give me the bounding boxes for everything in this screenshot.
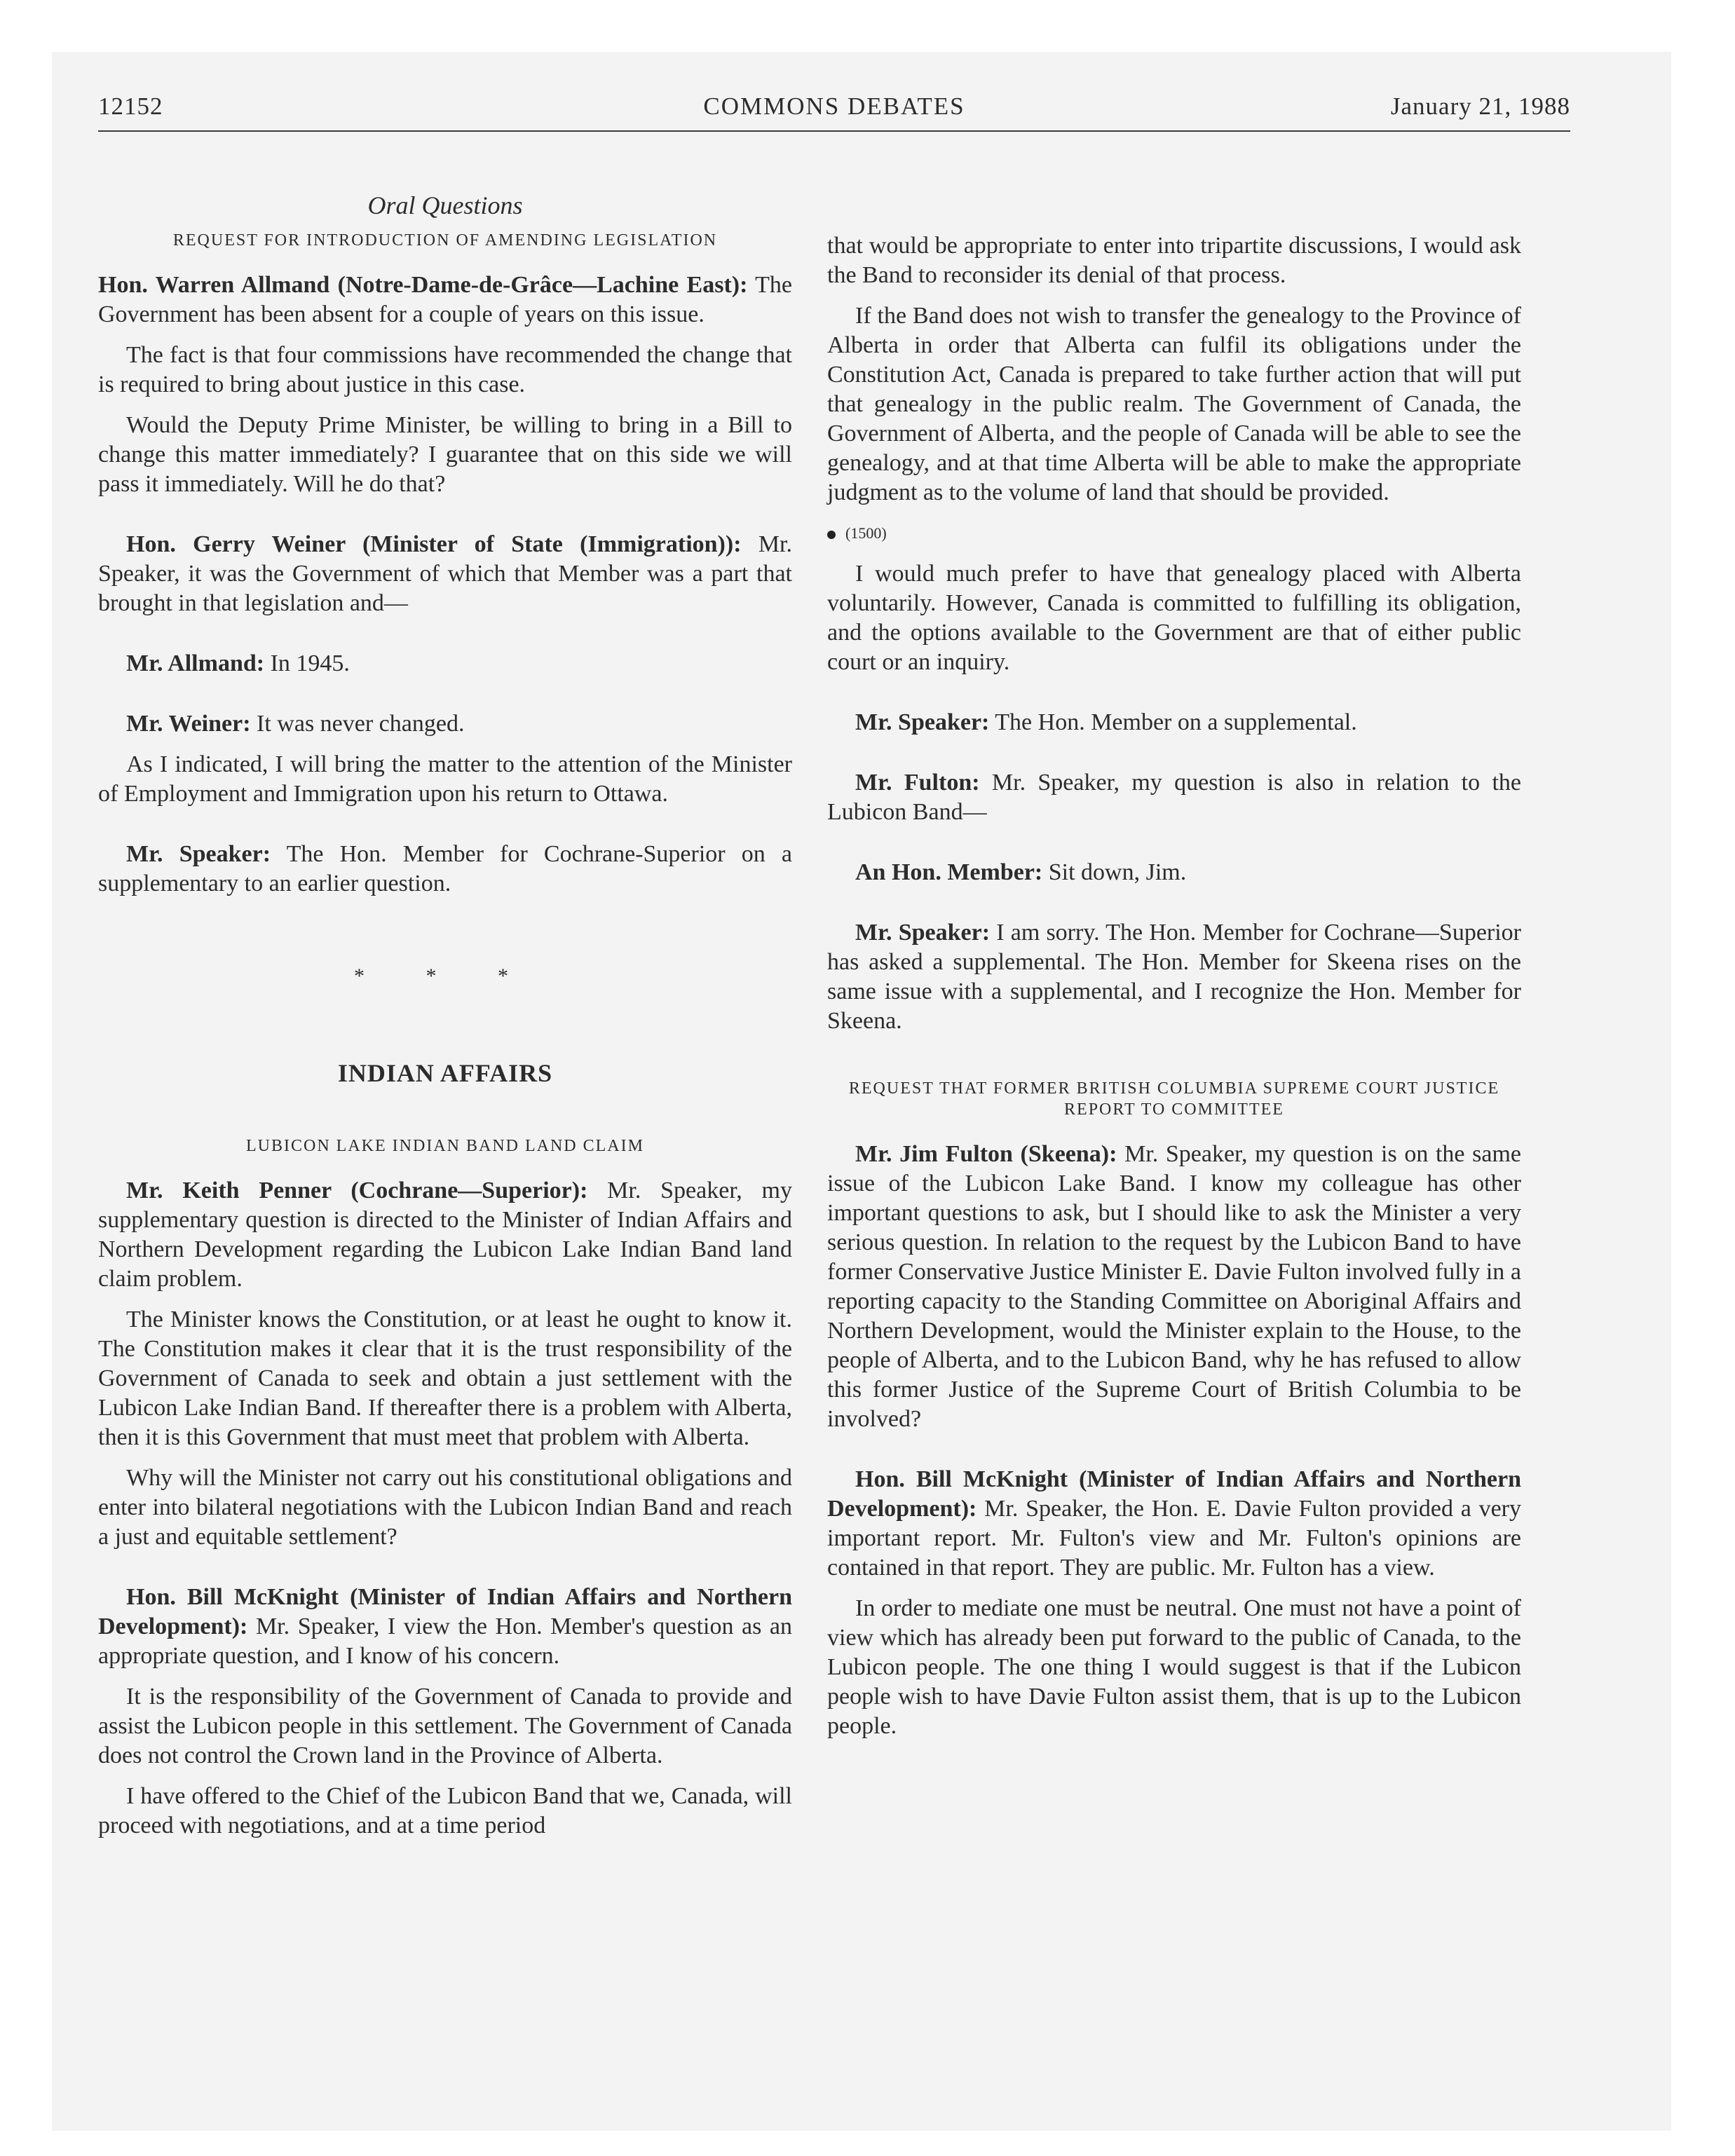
paragraph: The Minister knows the Constitution, or at least he ought to know it. The Constitution makes it clear that it is the trust responsibility of the Government of Canada to seek and obtain a just settlement with the Lubicon Lake Indian Band. If thereafter there is a problem with Alberta, then it is this Government that must meet that problem with Alberta. xyxy=(98,1306,792,1450)
speaker-name: Mr. Allmand: xyxy=(126,650,265,676)
section-separator: * * * xyxy=(354,964,536,988)
speaker-name: Mr. Speaker: xyxy=(126,841,271,867)
speaker-name: Mr. Weiner: xyxy=(126,711,251,737)
paragraph: If the Band does not wish to transfer the genealogy to the Province of Alberta in order that Alberta can fulfil its obligations under the Constitution Act, Canada is prepared to take further action that will put that genealogy in the public realm. The Government of Canada, the Government of Alberta, and the people of Canada will be able to see the genealogy, and at that time Alberta will be able to make the appropriate judgment as to the volume of land that should be provided. xyxy=(827,303,1521,505)
subheading-justice-report: REQUEST THAT FORMER BRITISH COLUMBIA SUPREME COURT JUSTICE REPORT TO COMMITTEE xyxy=(848,1079,1500,1119)
paragraph: Mr. Fulton: Mr. Speaker, my question is also in relation to the Lubicon Band— xyxy=(827,770,1521,825)
paragraph: Mr. Speaker: I am sorry. The Hon. Member for Cochrane—Superior has asked a supplemental. The Hon. Member for Skeena rises on the same issue with a supplemental, and I recognize the Hon. Member for Skeena. xyxy=(827,920,1521,1034)
bullet-icon xyxy=(827,531,836,539)
speaker-name: An Hon. Member: xyxy=(855,859,1043,885)
heading-indian-affairs: INDIAN AFFAIRS xyxy=(337,1059,553,1087)
paragraph: Mr. Allmand: In 1945. xyxy=(126,650,350,676)
publication-date: January 21, 1988 xyxy=(1390,93,1570,120)
speaker-name: Hon. Bill McKnight (Minister of Indian Affairs and Northern Development): xyxy=(827,1466,1521,1522)
paragraph: It is the responsibility of the Government of Canada to provide and assist the Lubicon people in this settlement. The Government of Canada does not control the Crown land in the Province of Alberta. xyxy=(98,1684,792,1768)
speaker-name: Hon. Gerry Weiner (Minister of State (Immigration)): xyxy=(126,531,742,557)
paragraph: Hon. Gerry Weiner (Minister of State (Immigration)): Mr. Speaker, it was the Government of which that Member was a part that brought in that legislation and— xyxy=(98,531,792,616)
paragraph: I have offered to the Chief of the Lubicon Band that we, Canada, will proceed with negotiations, and at a time period xyxy=(98,1783,792,1838)
right-column xyxy=(827,231,1521,1752)
subheading-lubicon-land-claim: LUBICON LAKE INDIAN BAND LAND CLAIM xyxy=(246,1137,644,1155)
speaker-name: Hon. Warren Allmand (Notre-Dame-de-Grâce—Lachine East): xyxy=(98,272,748,298)
paragraph: Hon. Bill McKnight (Minister of Indian Affairs and Northern Development): Mr. Speaker, the Hon. E. Davie Fulton provided a very important report. Mr. Fulton's view and Mr. Fulton's opinions are contained in that report. They are public. Mr. Fulton has a view. xyxy=(827,1466,1521,1581)
publication-title: COMMONS DEBATES xyxy=(703,93,965,120)
paragraph: The fact is that four commissions have recommended the change that is required to bring about justice in this case. xyxy=(98,342,792,397)
section-title: Oral Questions xyxy=(367,191,523,219)
speaker-name: Mr. Jim Fulton (Skeena): xyxy=(855,1141,1117,1167)
paragraph: An Hon. Member: Sit down, Jim. xyxy=(855,859,1187,885)
speaker-name: Mr. Speaker: xyxy=(855,920,991,946)
subheading-amending-legislation: REQUEST FOR INTRODUCTION OF AMENDING LEGISLATION xyxy=(172,231,718,250)
paragraph: As I indicated, I will bring the matter to the attention of the Minister of Employment and Immigration upon his return to Ottawa. xyxy=(98,751,792,807)
page-header xyxy=(98,88,1570,132)
page-number: 12152 xyxy=(98,93,163,120)
paragraph: Mr. Jim Fulton (Skeena): Mr. Speaker, my question is on the same issue of the Lubicon Lake Band. I know my colleague has other important questions to ask, but I should like to ask the Minister a very serious question. In relation to the request by the Lubicon Band to have former Conservative Justice Minister E. Davie Fulton involved fully in a reporting capacity to the Standing Committee on Aboriginal Affairs and Northern Development, would the Minister explain to the House, to the people of Alberta, and to the Lubicon Band, why he has refused to allow this former Justice of the Supreme Court of British Columbia to be involved? xyxy=(827,1141,1521,1432)
paragraph: that would be appropriate to enter into tripartite discussions, I would ask the Band to reconsider its denial of that process. xyxy=(827,233,1521,288)
paragraph: I would much prefer to have that genealogy placed with Alberta voluntarily. However, Canada is committed to fulfilling its obligation, and the options available to the Government are that of either public court or an inquiry. xyxy=(827,561,1521,675)
left-column xyxy=(98,191,792,1852)
paragraph: Mr. Weiner: It was never changed. xyxy=(126,711,465,737)
speaker-name: Mr. Keith Penner (Cochrane—Superior): xyxy=(126,1178,588,1203)
paragraph: Mr. Speaker: The Hon. Member for Cochrane-Superior on a supplementary to an earlier question. xyxy=(98,841,793,896)
paragraph: In order to mediate one must be neutral. One must not have a point of view which has already been put forward to the public of Canada, to the Lubicon people. The one thing I would suggest is that if the Lubicon people wish to have Davie Fulton assist them, that is up to the Lubicon people. xyxy=(827,1595,1521,1739)
paragraph: Would the Deputy Prime Minister, be willing to bring in a Bill to change this matter immediately? I guarantee that on this side we will pass it immediately. Will he do that? xyxy=(98,412,792,497)
paragraph: Why will the Minister not carry out his constitutional obligations and enter into bilateral negotiations with the Lubicon Indian Band and reach a just and equitable settlement? xyxy=(98,1465,792,1550)
paragraph: Hon. Bill McKnight (Minister of Indian Affairs and Northern Development): Mr. Speaker, I view the Hon. Member's question as an appropriate question, and I know of his concern. xyxy=(98,1584,792,1669)
speaker-name: Mr. Fulton: xyxy=(855,770,980,796)
paragraph: Mr. Keith Penner (Cochrane—Superior): Mr. Speaker, my supplementary question is directed to the Minister of Indian Affairs and Northern Development regarding the Lubicon Lake Indian Band land claim problem. xyxy=(98,1178,792,1292)
paragraph: Hon. Warren Allmand (Notre-Dame-de-Grâce—Lachine East): The Government has been absent for a couple of years on this issue. xyxy=(98,272,793,327)
time-marker: (1500) xyxy=(827,519,1521,548)
speaker-name: Mr. Speaker: xyxy=(855,709,990,735)
speaker-name: Hon. Bill McKnight (Minister of Indian Affairs and Northern Development): xyxy=(98,1584,792,1639)
paragraph: Mr. Speaker: The Hon. Member on a supplemental. xyxy=(855,709,1357,735)
